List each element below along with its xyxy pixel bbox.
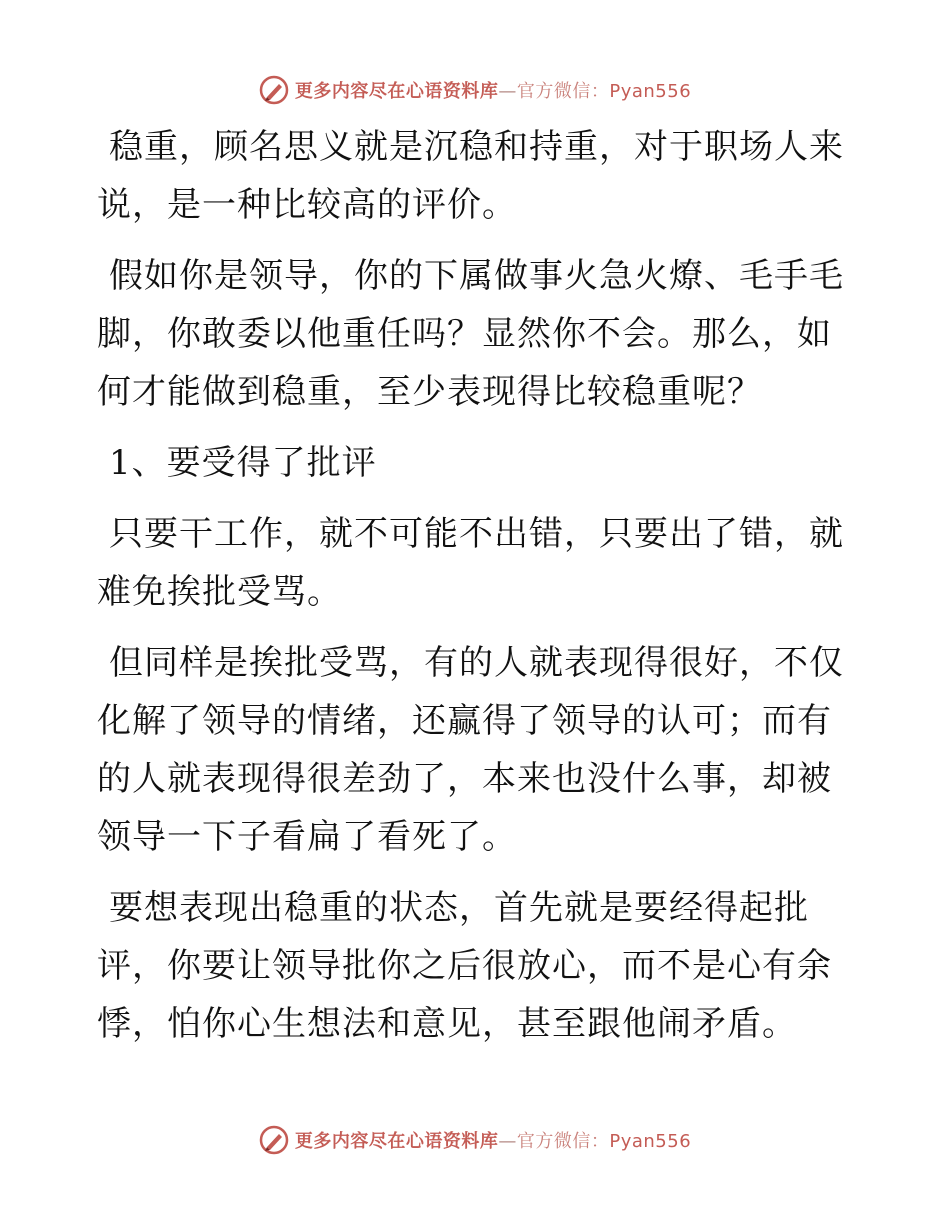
pen-logo-icon xyxy=(259,75,289,105)
watermark-separator: — xyxy=(498,1131,517,1152)
paragraph: 稳重，顾名思义就是沉稳和持重，对于职场人来说，是一种比较高的评价。 xyxy=(97,127,844,225)
header-watermark xyxy=(0,70,950,110)
watermark-text xyxy=(295,77,691,103)
document-body xyxy=(97,118,857,1066)
watermark-wechat-id: Pyan556 xyxy=(609,1131,692,1152)
footer-watermark xyxy=(0,1120,950,1160)
section-heading: 1、要受得了批评 xyxy=(109,443,377,483)
watermark-brand: 更多内容尽在心语资料库 xyxy=(294,1131,499,1152)
watermark-text xyxy=(295,1127,691,1153)
watermark-separator: — xyxy=(498,81,517,102)
watermark-wechat-id: Pyan556 xyxy=(609,81,692,102)
watermark-official: 官方微信： xyxy=(516,81,610,102)
paragraph: 只要干工作，就不可能不出错，只要出了错，就难免挨批受骂。 xyxy=(97,514,844,612)
pen-logo-icon xyxy=(259,1125,289,1155)
paragraph: 假如你是领导，你的下属做事火急火燎、毛手毛脚，你敢委以他重任吗？显然你不会。那么，如何才能做到稳重，至少表现得比较稳重呢？ xyxy=(97,256,844,412)
paragraph: 要想表现出稳重的状态，首先就是要经得起批评，你要让领导批你之后很放心，而不是心有余悸，怕你心生想法和意见，甚至跟他闹矛盾。 xyxy=(97,888,832,1044)
paragraph: 但同样是挨批受骂，有的人就表现得很好，不仅化解了领导的情绪，还赢得了领导的认可；而有的人就表现得很差劲了，本来也没什么事，却被领导一下子看扁了看死了。 xyxy=(97,643,844,857)
watermark-official: 官方微信： xyxy=(516,1131,610,1152)
watermark-brand: 更多内容尽在心语资料库 xyxy=(294,81,499,102)
